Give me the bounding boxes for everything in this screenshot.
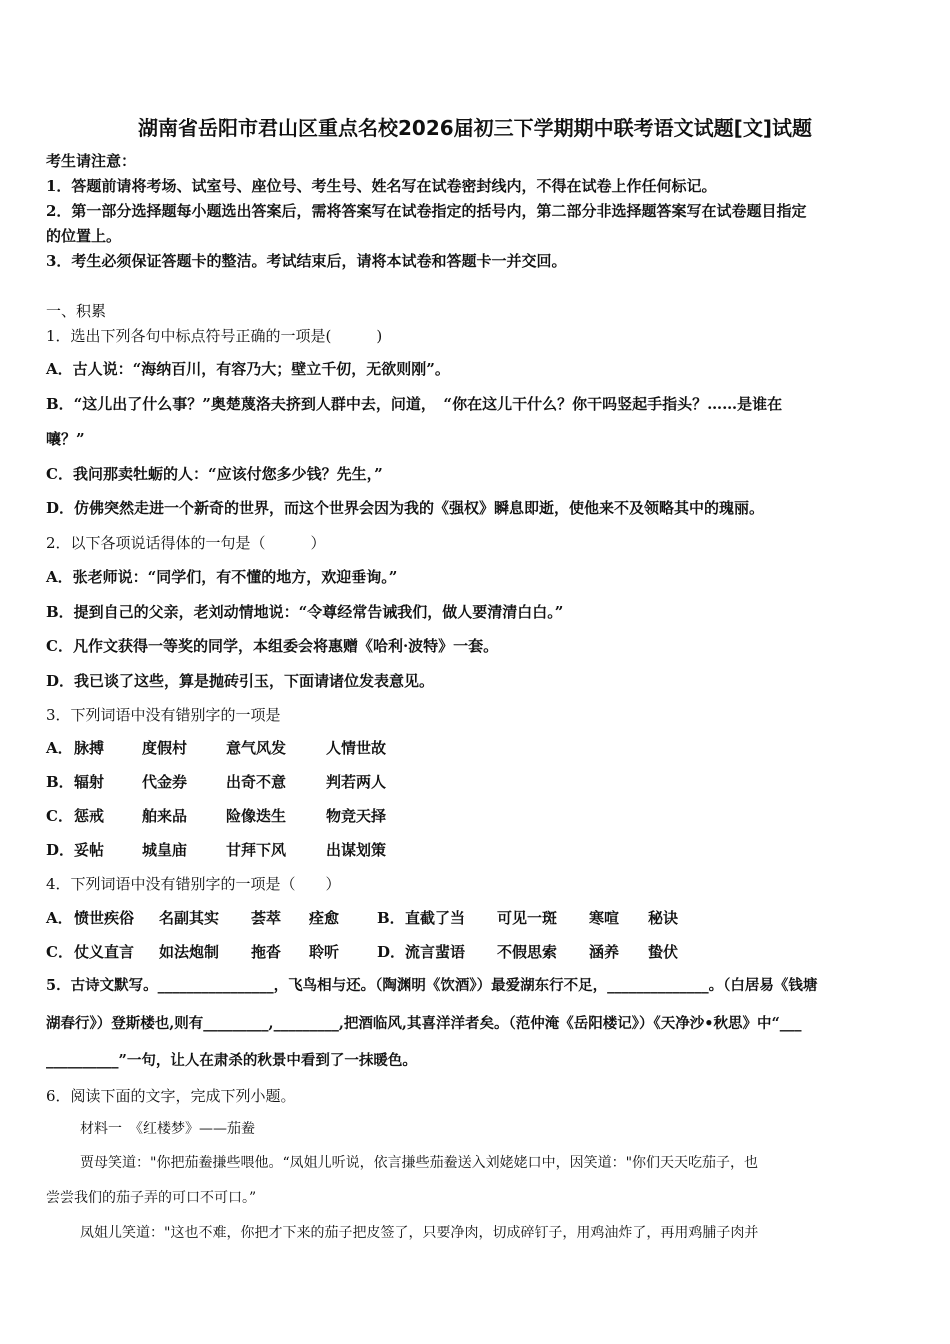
word: 意气风发 <box>226 739 287 757</box>
option-label: A． <box>46 739 73 757</box>
word: 寒喧 <box>589 909 620 927</box>
word: 流言蜚语 <box>405 943 466 961</box>
q1-option-d: D．仿佛突然走进一个新奇的世界，而这个世界会因为我的《强权》瞬息即逝，使他来不及领略其中的瑰丽。 <box>46 499 765 517</box>
word: 蛰伏 <box>648 943 679 961</box>
q1-option-b: B．“这儿出了什么事？”奥楚蔑洛夫挤到人群中去，问道， “你在这儿干什么？你干吗竖起手指头？……是谁在 <box>46 395 783 413</box>
q2-option-c: C．凡作文获得一等奖的同学，本组委会将惠赠《哈利·波特》一套。 <box>46 637 499 655</box>
q2-option-d: D．我已谈了这些，算是抛砖引玉，下面请诸位发表意见。 <box>46 672 435 690</box>
word: 物竞天择 <box>326 807 387 825</box>
word: 惩戒 <box>74 807 105 825</box>
word: 舶来品 <box>142 807 188 825</box>
q4-stem: 4．下列词语中没有错别字的一项是（ ） <box>46 875 341 893</box>
q1-option-c: C．我问那卖牡蛎的人：“应该付您多少钱？先生，” <box>46 465 383 483</box>
option-label: D． <box>46 841 75 859</box>
option-label: C． <box>46 807 73 825</box>
word: 可见一斑 <box>497 909 558 927</box>
q5-line-3: __________”一句，让人在肃杀的秋景中看到了一抹暖色。 <box>46 1052 417 1069</box>
q6-paragraph-2: 凤姐儿笑道："这也不难，你把才下来的茄子把皮签了，只要净肉，切成碎钉子，用鸡油炸了，再用鸡脯子肉并 <box>80 1225 759 1241</box>
q1-option-a: A．古人说：“海纳百川，有容乃大；壁立千仞，无欲则刚”。 <box>46 360 450 378</box>
q2-option-b: B．提到自己的父亲，老刘动情地说：“令尊经常告诫我们，做人要清清白白。” <box>46 603 564 621</box>
word: 仗义直言 <box>74 943 135 961</box>
word: 人情世故 <box>326 739 387 757</box>
word: 痊愈 <box>309 909 340 927</box>
word: 涵养 <box>589 943 620 961</box>
q6-stem: 6．阅读下面的文字，完成下列小题。 <box>46 1087 296 1105</box>
q5-line-1: 5．古诗文默写。________________，飞鸟相与还。（陶渊明《饮酒》）最爱湖东行不足，______________。（白居易《钱塘 <box>46 977 818 994</box>
option-label: B． <box>46 773 74 791</box>
word: 出谋划策 <box>326 841 387 859</box>
word: 拖沓 <box>251 943 282 961</box>
word: 险像迭生 <box>226 807 287 825</box>
word: 甘拜下风 <box>226 841 287 859</box>
word: 名副其实 <box>159 909 220 927</box>
word: 聆听 <box>309 943 340 961</box>
option-label: B． <box>377 909 405 927</box>
word: 判若两人 <box>326 773 387 791</box>
word: 脉搏 <box>74 739 105 757</box>
notice-item-2-cont: 的位置上。 <box>46 227 122 245</box>
q6-paragraph-1: 贾母笑道："你把茄鲞搛些喂他。“凤姐儿听说，依言搛些茄鲞送入刘姥姥口中，因笑道："你们天天吃茄子，也 <box>80 1155 759 1171</box>
q3-stem: 3．下列词语中没有错别字的一项是 <box>46 706 281 724</box>
word: 代金券 <box>142 773 188 791</box>
option-label: D． <box>377 943 406 961</box>
q2-stem: 2．以下各项说话得体的一句是（ ） <box>46 534 326 552</box>
word: 妥帖 <box>74 841 105 859</box>
option-label: A． <box>46 909 73 927</box>
word: 出奇不意 <box>226 773 287 791</box>
q1-stem: 1．选出下列各句中标点符号正确的一项是( ) <box>46 327 383 345</box>
word: 如法炮制 <box>159 943 220 961</box>
word: 直截了当 <box>405 909 466 927</box>
word: 不假思索 <box>497 943 558 961</box>
notice-item-3: 3．考生必须保证答题卡的整洁。考试结束后，请将本试卷和答题卡一并交回。 <box>46 252 567 270</box>
option-label: C． <box>46 943 73 961</box>
q2-option-a: A．张老师说：“同学们，有不懂的地方，欢迎垂询。” <box>46 568 398 586</box>
q1-option-b-cont: 嚷？” <box>46 430 85 448</box>
section-heading: 一、积累 <box>46 302 107 320</box>
notice-item-1: 1．答题前请将考场、试室号、座位号、考生号、姓名写在试卷密封线内，不得在试卷上作任何标记。 <box>46 177 717 195</box>
page-title: 湖南省岳阳市君山区重点名校2026届初三下学期期中联考语文试题[文]试题 <box>138 116 812 140</box>
q6-material-title: 材料一 《红楼梦》——茄鲞 <box>80 1121 255 1137</box>
word: 辐射 <box>74 773 105 791</box>
word: 度假村 <box>142 739 188 757</box>
notice-item-2: 2．第一部分选择题每小题选出答案后，需将答案写在试卷指定的括号内，第二部分非选择题答案写在试卷题目指定 <box>46 202 807 220</box>
word: 秘诀 <box>648 909 679 927</box>
q6-paragraph-1-cont: 尝尝我们的茄子弄的可口不可口。” <box>46 1190 257 1206</box>
q5-line-2: 湖春行》）登斯楼也,则有_________,_________,把酒临风,其喜洋洋者矣。（范仲淹《岳阳楼记》）《天净沙•秋思》中“___ <box>46 1015 802 1032</box>
word: 城皇庙 <box>142 841 188 859</box>
word: 荟萃 <box>251 909 282 927</box>
word: 愤世疾俗 <box>74 909 135 927</box>
notice-heading: 考生请注意： <box>46 152 137 170</box>
